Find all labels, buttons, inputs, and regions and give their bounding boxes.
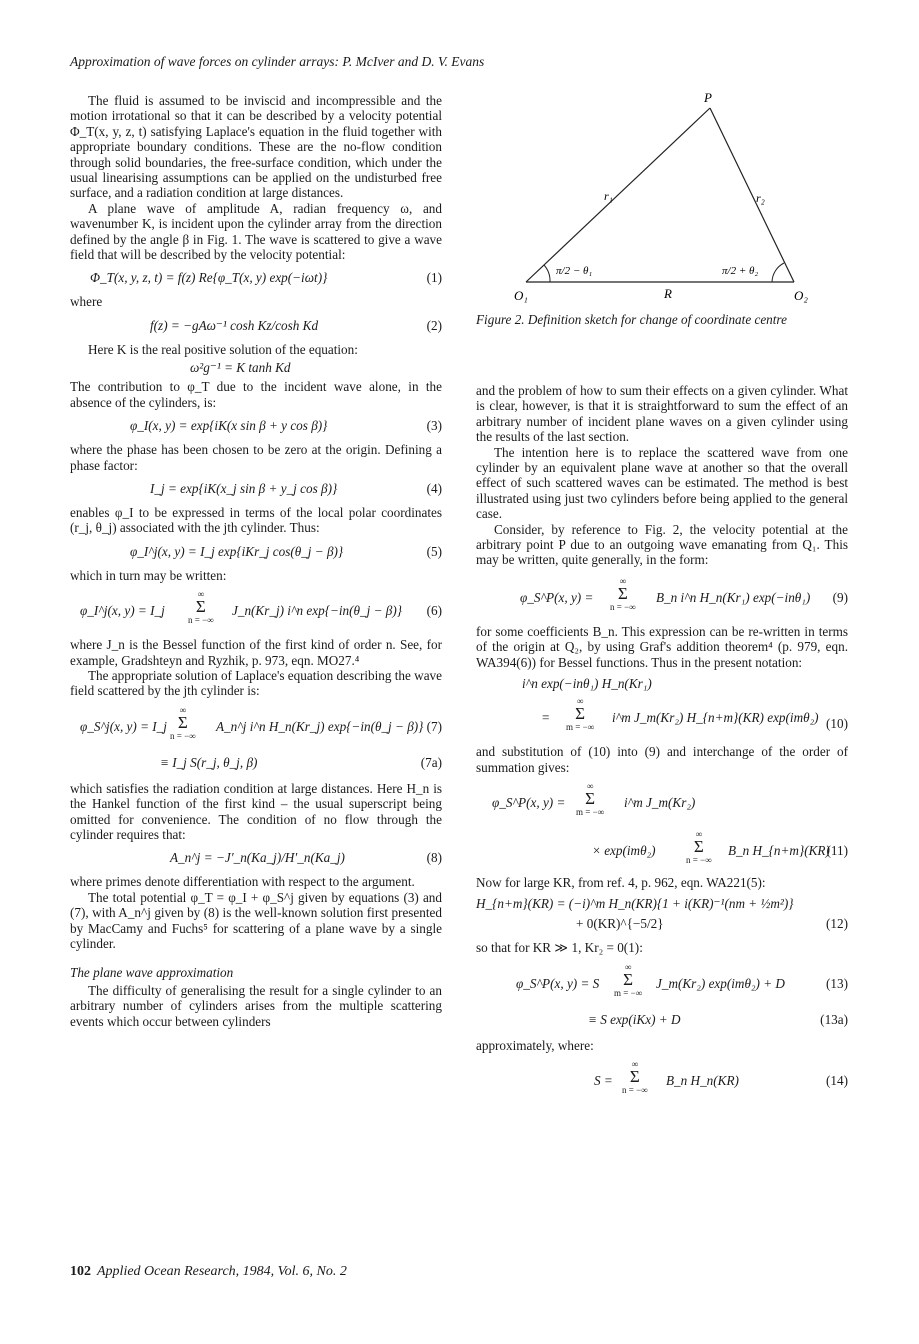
summation-sign: ∞ Σ n = −∞ (686, 828, 712, 865)
equation-body: i^n exp(−inθ₁) H_n(Kr₁) (522, 676, 652, 692)
summation-sign: ∞ Σ n = −∞ (622, 1059, 648, 1096)
label-R: R (664, 286, 672, 301)
right-column (476, 383, 848, 1107)
equation-2 (70, 314, 442, 338)
equation-number: (13a) (820, 1011, 848, 1027)
summation-sign: ∞ Σ n = −∞ (170, 704, 196, 741)
equation-5 (70, 540, 442, 564)
equation-number: (5) (426, 543, 442, 559)
equation-body: I_j = exp{iK(x_j sin β + y_j cos β)} (150, 480, 338, 496)
paragraph: Consider, by reference to Fig. 2, the velocity potential at the arbitrary point P due to an outgoing wave emanating from Q₁. This may be written, quite generally, in the form: (476, 521, 848, 568)
equation-body: ≡ S exp(iKx) + D (588, 1011, 681, 1027)
equation-number: (10) (826, 716, 848, 732)
equation-body: B_n H_{n+m}(KR) (728, 842, 830, 858)
equation-8 (70, 846, 442, 870)
equation-13 (476, 960, 848, 1006)
equation-number: (9) (832, 589, 848, 605)
line-r1 (526, 108, 710, 282)
equation-number: (3) (426, 418, 442, 434)
equation-body: ≡ I_j S(r_j, θ_j, β) (160, 754, 258, 770)
equation-9 (476, 572, 848, 620)
equation-body: A_n^j = −J′_n(Ka_j)/H′_n(Ka_j) (170, 850, 345, 866)
paragraph: which satisfies the radiation condition at large distances. Here H_n is the Hankel function of the first kind – the usual superscript being omitted for convenience. The condition of no flow through the cylinder requires that: (70, 780, 442, 842)
equation-body: × exp(imθ₂) (592, 842, 656, 858)
running-header: Approximation of wave forces on cylinder arrays: P. McIver and D. V. Evans (70, 54, 485, 69)
equation-10-line2 (476, 694, 848, 740)
equation-11-line2 (476, 827, 848, 871)
equation-body: f(z) = −gAω⁻¹ cosh Kz/cosh Kd (150, 317, 319, 333)
equation-body: A_n^j i^n H_n(Kr_j) exp{−in(θ_j − β)} (216, 718, 424, 734)
equation-7 (70, 703, 442, 749)
summation-sign: ∞ Σ m = −∞ (614, 961, 643, 998)
paragraph: enables φ_I to be expressed in terms of the local polar coordinates (r_j, θ_j) associated with the jth cylinder. Thus: (70, 504, 442, 536)
equation-body: + 0(KR)^{−5/2} (576, 916, 664, 932)
equation-number: (1) (426, 270, 442, 286)
equation-10-line1 (476, 674, 848, 694)
label-P: P (704, 90, 712, 105)
equation-body: φ_S^P(x, y) = (520, 589, 594, 605)
equation-body: φ_I^j(x, y) = I_j (80, 603, 165, 619)
paragraph: The intention here is to replace the scattered wave from one cylinder by an equivalent plane wave at another so that the overall effect of such scattered waves can be estimated. The method is best illustrated using just two cylinders before being applied to the general case. (476, 444, 848, 522)
equation-2b (70, 359, 442, 377)
equation-body: H_{n+m}(KR) = (−i)^m H_n(KR){1 + i(KR)⁻¹(nm + ½m²)} (476, 896, 794, 912)
paragraph: and substitution of (10) into (9) and interchange of the order of summation gives: (476, 744, 848, 775)
summation-sign: ∞ Σ n = −∞ (188, 589, 214, 626)
label-angle-1: π/2 − θ₁ (556, 265, 593, 277)
label-r1: r₁ (604, 189, 613, 203)
equation-1 (70, 266, 442, 290)
equation-body: B_n H_n(KR) (666, 1073, 739, 1089)
equation-12-line2 (476, 914, 848, 934)
line-r2 (710, 108, 794, 282)
equation-7a (70, 753, 442, 777)
paragraph: so that for KR ≫ 1, Kr₂ = 0(1): (476, 940, 643, 956)
equation-4 (70, 477, 442, 501)
equation-3 (70, 414, 442, 438)
page-footer (70, 1264, 347, 1280)
equation-12-line1 (476, 894, 848, 914)
equation-number: (12) (826, 916, 848, 932)
journal-citation: Applied Ocean Research, 1984, Vol. 6, No. 2 (97, 1264, 347, 1279)
label-O1: O₁ (514, 288, 528, 303)
equation-number: (14) (826, 1073, 848, 1089)
equation-body: i^m J_m(Kr₂) (624, 794, 696, 810)
angle-arc-1 (544, 265, 550, 282)
equals-sign: = (542, 710, 550, 726)
equation-number: (8) (426, 850, 442, 866)
summation-sign: ∞ Σ m = −∞ (576, 780, 605, 817)
paragraph: where J_n is the Bessel function of the first kind of order n. See, for example, Gradshteyn and Ryzhik, p. 973, eqn. MO27.⁴ (70, 637, 442, 668)
left-column (70, 93, 442, 1029)
paragraph: where primes denote differentiation with respect to the argument. (70, 874, 415, 890)
label-O2: O₂ (794, 288, 808, 303)
paragraph: A plane wave of amplitude A, radian frequency ω, and wavenumber K, is incident upon the cylinder array from the direction defined by the angle β in Fig. 1. The wave is scattered to give a wave field that will be described by the velocity potential: (70, 200, 442, 263)
equation-number: (7a) (420, 754, 442, 770)
figure-2-diagram (476, 90, 856, 310)
equation-number: (11) (826, 842, 848, 858)
equation-body: i^m J_m(Kr₂) H_{n+m}(KR) exp(imθ₂) (612, 710, 819, 726)
paragraph: The appropriate solution of Laplace's equation describing the wave field scattered by the jth cylinder is: (70, 667, 442, 699)
equation-body: φ_I^j(x, y) = I_j exp{iKr_j cos(θ_j − β)} (130, 543, 344, 559)
equation-13a (476, 1010, 848, 1032)
equation-body: J_m(Kr₂) exp(imθ₂) + D (656, 975, 785, 991)
equation-body: Φ_T(x, y, z, t) = f(z) Re{φ_T(x, y) exp(−iωt)} (90, 270, 328, 286)
equation-body: B_n i^n H_n(Kr₁) exp(−inθ₁) (656, 589, 811, 605)
paragraph: which in turn may be written: (70, 567, 227, 583)
paragraph: Now for large KR, from ref. 4, p. 962, eqn. WA221(5): (476, 874, 766, 890)
paragraph: where the phase has been chosen to be zero at the origin. Defining a phase factor: (70, 442, 442, 473)
equation-6 (70, 587, 442, 633)
equation-body: φ_I(x, y) = exp{iK(x sin β + y cos β)} (130, 418, 328, 434)
equation-number: (7) (426, 718, 442, 734)
paragraph: for some coefficients B_n. This expression can be re-written in terms of the origin at Q₂, by using Graf's addition theorem⁴ (p. 979, eqn. WA394(6)) for Bessel functions. Thus in the present notation: (476, 623, 848, 670)
summation-sign: ∞ Σ n = −∞ (610, 575, 636, 612)
equation-body: φ_S^P(x, y) = (492, 794, 566, 810)
paragraph: The total potential φ_T = φ_I + φ_S^j given by equations (3) and (7), with A_n^j given by (8) is the well-known solution first presented by MacCamy and Fuchs⁵ for scattering of a plane wave by a single cylinder. (70, 889, 442, 951)
equation-body: φ_S^j(x, y) = I_j (80, 718, 167, 734)
figure-caption: Figure 2. Definition sketch for change of coordinate centre (476, 312, 787, 327)
equation-body: S = (594, 1073, 613, 1089)
label-r2: r₂ (756, 191, 765, 205)
paragraph: where (70, 294, 103, 310)
equation-number: (6) (426, 603, 442, 619)
section-heading: The plane wave approximation (70, 965, 234, 981)
equation-number: (2) (426, 317, 442, 333)
equation-number: (13) (826, 975, 848, 991)
equation-body: ω²g⁻¹ = K tanh Kd (190, 360, 291, 376)
equation-number: (4) (426, 480, 442, 496)
equation-body: φ_S^P(x, y) = S (516, 975, 600, 991)
paragraph: The difficulty of generalising the result for a single cylinder to an arbitrary number of cylinders arises from the multiple scattering events which occur between cylinders (70, 982, 442, 1029)
angle-arc-2 (772, 263, 784, 282)
summation-sign: ∞ Σ m = −∞ (566, 696, 595, 733)
label-angle-2: π/2 + θ₂ (722, 265, 759, 277)
equation-11-line1 (476, 779, 848, 823)
equation-14 (476, 1057, 848, 1103)
paragraph: and the problem of how to sum their effects on a given cylinder. What is clear, however, is that it is straightforward to sum the effect of an arbitrary number of incident plane waves on a given cylinder using the results of the last section. (476, 383, 848, 445)
paragraph: approximately, where: (476, 1037, 594, 1053)
paragraph: The contribution to φ_T due to the incident wave alone, in the absence of the cylinders, is: (70, 379, 442, 410)
paragraph: The fluid is assumed to be inviscid and incompressible and the motion irrotational so that it can be described by a velocity potential Φ_T(x, y, z, t) satisfying Laplace's equation in the fluid together with appropriate boundary conditions. These are the no-flow condition through solid boundaries, the free-surface condition, which under the usual linearising assumptions can be applied on the undisturbed free surface, and a radiation condition at large distances. (70, 93, 442, 201)
paragraph: Here K is the real positive solution of the equation: (88, 341, 358, 357)
equation-body: J_n(Kr_j) i^n exp{−in(θ_j − β)} (232, 603, 403, 619)
page-number: 102 (70, 1264, 91, 1279)
